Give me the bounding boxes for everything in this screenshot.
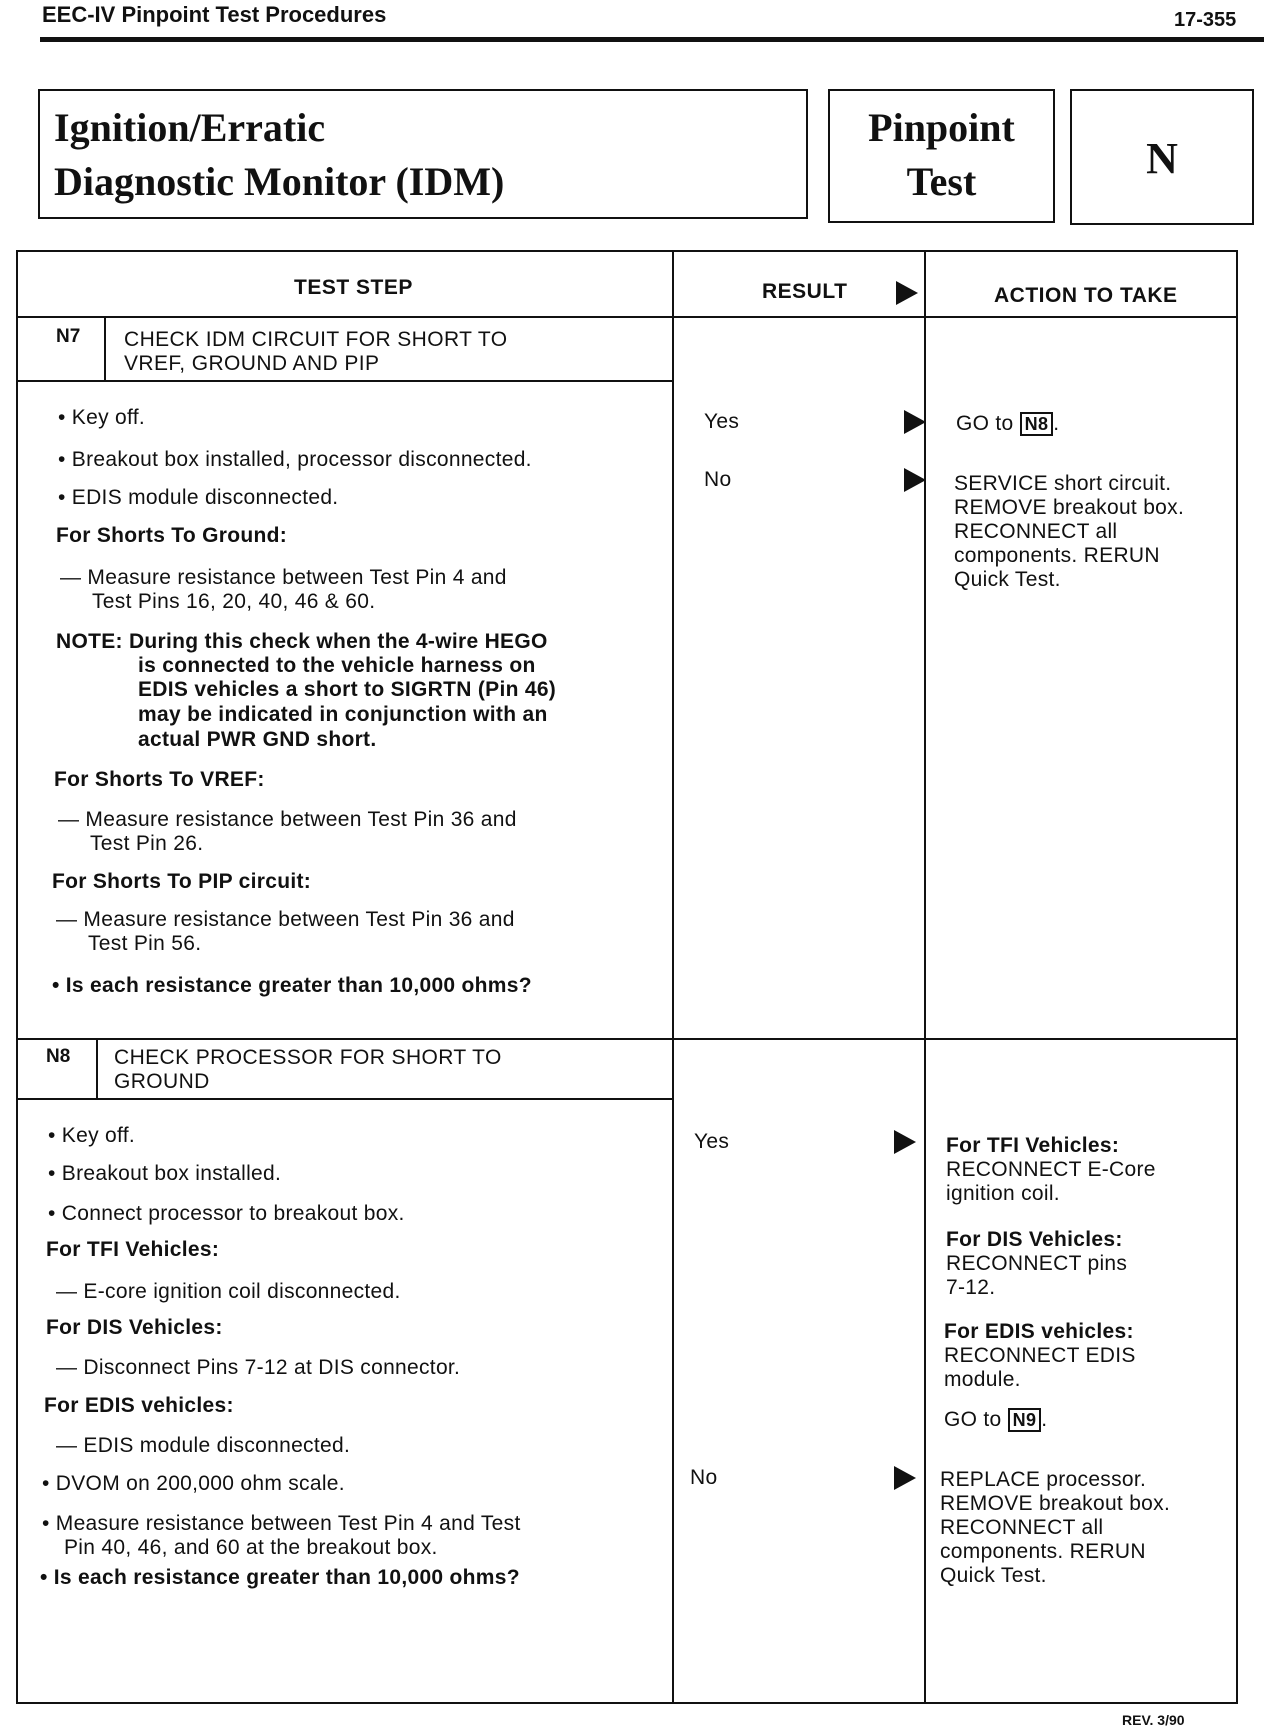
n7-bullet-edis: • EDIS module disconnected. — [58, 486, 339, 509]
test-title-line2: Diagnostic Monitor (IDM) — [54, 159, 505, 204]
n7-result-yes: Yes — [704, 410, 740, 433]
n8-title-divider — [16, 1098, 672, 1100]
n7-yes-arrow-icon — [904, 410, 926, 434]
n7-title-divider — [16, 380, 672, 382]
n8-heading-tfi: For TFI Vehicles: — [46, 1238, 220, 1261]
section-title: EEC-IV Pinpoint Test Procedures — [42, 2, 387, 27]
header-rule — [40, 37, 1264, 42]
n8-heading-dis: For DIS Vehicles: — [46, 1316, 223, 1339]
pinpoint-label-line1: Pinpoint — [868, 105, 1015, 150]
n7-heading-pip: For Shorts To PIP circuit: — [52, 870, 312, 893]
n8-no-action: REPLACE processor. REMOVE breakout box. RECONNECT all components. RERUN Quick Test. — [940, 1468, 1171, 1587]
n8-bullet-connect: • Connect processor to breakout box. — [48, 1202, 405, 1225]
n8-yes-action-edis: For EDIS vehicles: RECONNECT EDIS module. — [944, 1320, 1136, 1391]
n8-question: • Is each resistance greater than 10,000 ohms? — [40, 1566, 520, 1589]
n7-number-divider — [104, 316, 106, 380]
n8-step-number: N8 — [46, 1046, 71, 1067]
n7-step-title: CHECK IDM CIRCUIT FOR SHORT TO VREF, GROUND AND PIP — [124, 328, 508, 375]
n7-heading-vref: For Shorts To VREF: — [54, 768, 265, 791]
n8-tfi-line: — E-core ignition coil disconnected. — [56, 1280, 401, 1303]
n8-bullet-measure-line2: Pin 40, 46, and 60 at the breakout box. — [64, 1536, 438, 1559]
pinpoint-label-line2: Test — [906, 159, 977, 204]
n8-yes-arrow-icon — [894, 1130, 916, 1154]
n7-note-line2: is connected to the vehicle harness on — [138, 654, 536, 677]
n7-heading-ground: For Shorts To Ground: — [56, 524, 288, 547]
step-divider — [16, 1038, 1238, 1040]
n9-step-reference[interactable]: N9 — [1008, 1408, 1042, 1432]
n8-result-yes: Yes — [694, 1130, 730, 1153]
n8-number-divider — [96, 1038, 98, 1098]
column-header-action: ACTION TO TAKE — [994, 284, 1178, 307]
page-number: 17-355 — [1174, 9, 1237, 31]
n8-dis-line: — Disconnect Pins 7-12 at DIS connector. — [56, 1356, 461, 1379]
n7-question: • Is each resistance greater than 10,000 ohms? — [52, 974, 532, 997]
n8-yes-goto: GO to N9 . — [944, 1408, 1048, 1431]
test-letter: N — [1146, 134, 1178, 183]
n7-no-action: SERVICE short circuit. REMOVE breakout box. RECONNECT all components. RERUN Quick Test. — [954, 472, 1185, 591]
n7-no-arrow-icon — [904, 468, 926, 492]
revision-label: REV. 3/90 — [1122, 1712, 1185, 1728]
n8-step-title: CHECK PROCESSOR FOR SHORT TO GROUND — [114, 1046, 502, 1093]
n7-note-line3: EDIS vehicles a short to SIGRTN (Pin 46) — [138, 678, 557, 701]
n8-bullet-key-off: • Key off. — [48, 1124, 136, 1147]
header-row-divider — [16, 316, 1238, 318]
column-header-test-step: TEST STEP — [294, 276, 413, 299]
n7-pip-measure-line1: — Measure resistance between Test Pin 36 and — [56, 908, 515, 931]
n7-yes-action: GO to N8 . — [956, 412, 1060, 435]
n7-ground-measure-line1: — Measure resistance between Test Pin 4 and — [60, 566, 507, 589]
n7-step-number: N7 — [56, 326, 81, 347]
pinpoint-test-box — [828, 89, 1055, 223]
n8-heading-edis: For EDIS vehicles: — [44, 1394, 234, 1417]
n8-step-reference[interactable]: N8 — [1020, 412, 1054, 436]
n8-bullet-dvom: • DVOM on 200,000 ohm scale. — [42, 1472, 345, 1495]
n7-result-no: No — [704, 468, 732, 491]
n8-no-arrow-icon — [894, 1466, 916, 1490]
n7-note-line1: NOTE: During this check when the 4-wire HEGO — [56, 630, 548, 653]
n8-result-no: No — [690, 1466, 718, 1489]
n7-bullet-key-off: • Key off. — [58, 406, 146, 429]
n7-note-line4: may be indicated in conjunction with an — [138, 703, 548, 726]
n8-bullet-breakout: • Breakout box installed. — [48, 1162, 282, 1185]
n8-yes-action-dis: For DIS Vehicles: RECONNECT pins 7-12. — [946, 1228, 1128, 1299]
n8-yes-action-tfi: For TFI Vehicles: RECONNECT E-Core ignition coil. — [946, 1134, 1156, 1205]
n7-note-line5: actual PWR GND short. — [138, 728, 377, 751]
test-letter-box — [1070, 89, 1254, 225]
n8-edis-line: — EDIS module disconnected. — [56, 1434, 351, 1457]
column-header-result: RESULT — [762, 280, 848, 303]
result-arrow-icon — [896, 281, 918, 305]
test-title-box — [38, 89, 808, 219]
test-title-line1: Ignition/Erratic — [54, 105, 326, 150]
n7-pip-measure-line2: Test Pin 56. — [88, 932, 202, 955]
n7-ground-measure-line2: Test Pins 16, 20, 40, 46 & 60. — [92, 590, 376, 613]
n7-bullet-breakout: • Breakout box installed, processor disconnected. — [58, 448, 532, 471]
n7-vref-measure-line1: — Measure resistance between Test Pin 36 and — [58, 808, 517, 831]
n7-vref-measure-line2: Test Pin 26. — [90, 832, 204, 855]
n8-bullet-measure-line1: • Measure resistance between Test Pin 4 and Test — [42, 1512, 521, 1535]
column-divider-result — [672, 250, 674, 1704]
